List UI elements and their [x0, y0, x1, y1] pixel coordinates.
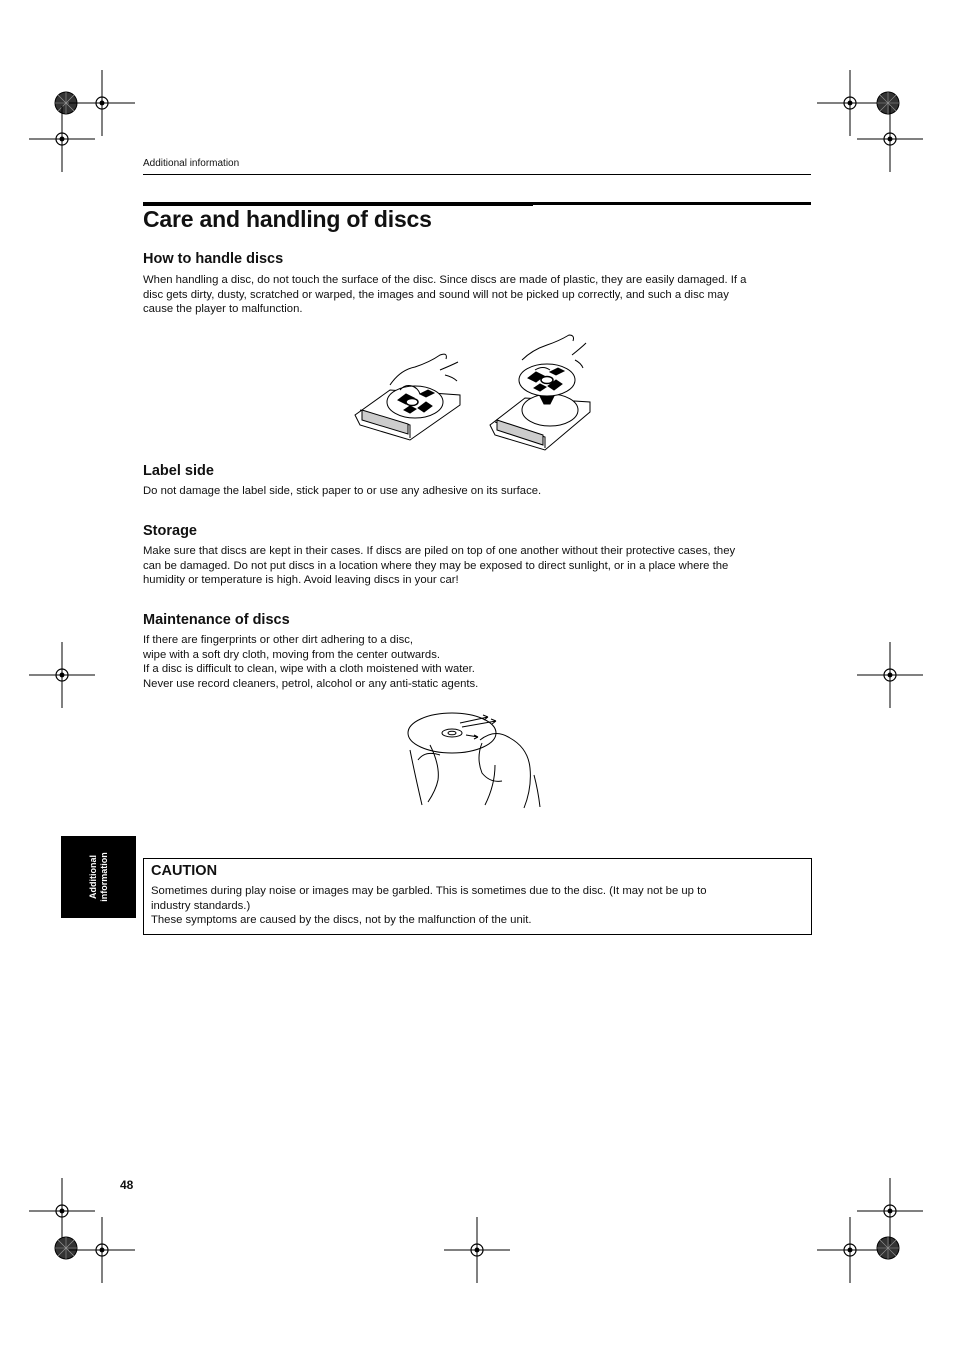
header-rule	[143, 174, 811, 175]
section-side-tab	[61, 836, 136, 918]
section-heading-storage: Storage	[143, 523, 197, 539]
caution-text	[151, 884, 801, 928]
section-text-handle	[143, 273, 813, 317]
text-line: disc gets dirty, dusty, scratched or warped, the images and sound will not be picked up correctly, and such a disc may	[143, 288, 729, 301]
page-number: 48	[120, 1178, 134, 1192]
section-text-maintenance	[143, 633, 813, 691]
text-line: wipe with a soft dry cloth, moving from the center outwards.	[143, 648, 440, 661]
text-line: cause the player to malfunction.	[143, 303, 303, 315]
text-line: Make sure that discs are kept in their cases. If discs are piled on top of one another without their protective cases, they	[143, 545, 736, 557]
text-line: If there are fingerprints or other dirt adhering to a disc,	[143, 634, 414, 646]
text-line: can be damaged. Do not put discs in a location where they may be exposed to direct sunlight, or in a place where the	[143, 559, 729, 572]
page-title: Care and handling of discs	[143, 206, 432, 232]
section-text-label	[143, 484, 813, 499]
text-line: industry standards.)	[151, 899, 251, 912]
section-heading-label: Label side	[143, 463, 214, 479]
side-tab-line2: information	[98, 852, 109, 902]
disc-tray-left	[355, 354, 460, 440]
text-line: humidity or temperature is high. Avoid leaving discs in your car!	[143, 574, 459, 586]
text-line: These symptoms are caused by the discs, not by the malfunction of the unit.	[151, 914, 532, 926]
text-line: If a disc is difficult to clean, wipe with a cloth moistened with water.	[143, 663, 475, 675]
caution-title: CAUTION	[151, 863, 218, 879]
side-tab-line1: Additional	[87, 855, 98, 899]
disc-tray-right	[490, 335, 590, 450]
title-rule	[143, 202, 811, 205]
section-text-storage	[143, 544, 813, 588]
disc-cleaning-illustration	[400, 705, 550, 810]
caution-box	[143, 858, 812, 935]
text-line: Sometimes during play noise or images may be garbled. This is sometimes due to the disc. (It may not be up to	[151, 885, 707, 897]
section-heading-handle: How to handle discs	[143, 251, 284, 267]
disc-handling-illustration	[350, 330, 610, 455]
running-head: Additional information	[143, 158, 240, 169]
text-line: Never use record cleaners, petrol, alcohol or any anti-static agents.	[143, 677, 479, 690]
text-line: Do not damage the label side, stick paper to or use any adhesive on its surface.	[143, 485, 542, 497]
text-line: When handling a disc, do not touch the surface of the disc. Since discs are made of plastic, they are easily damaged. If a	[143, 274, 747, 286]
section-heading-maintenance: Maintenance of discs	[143, 612, 290, 628]
